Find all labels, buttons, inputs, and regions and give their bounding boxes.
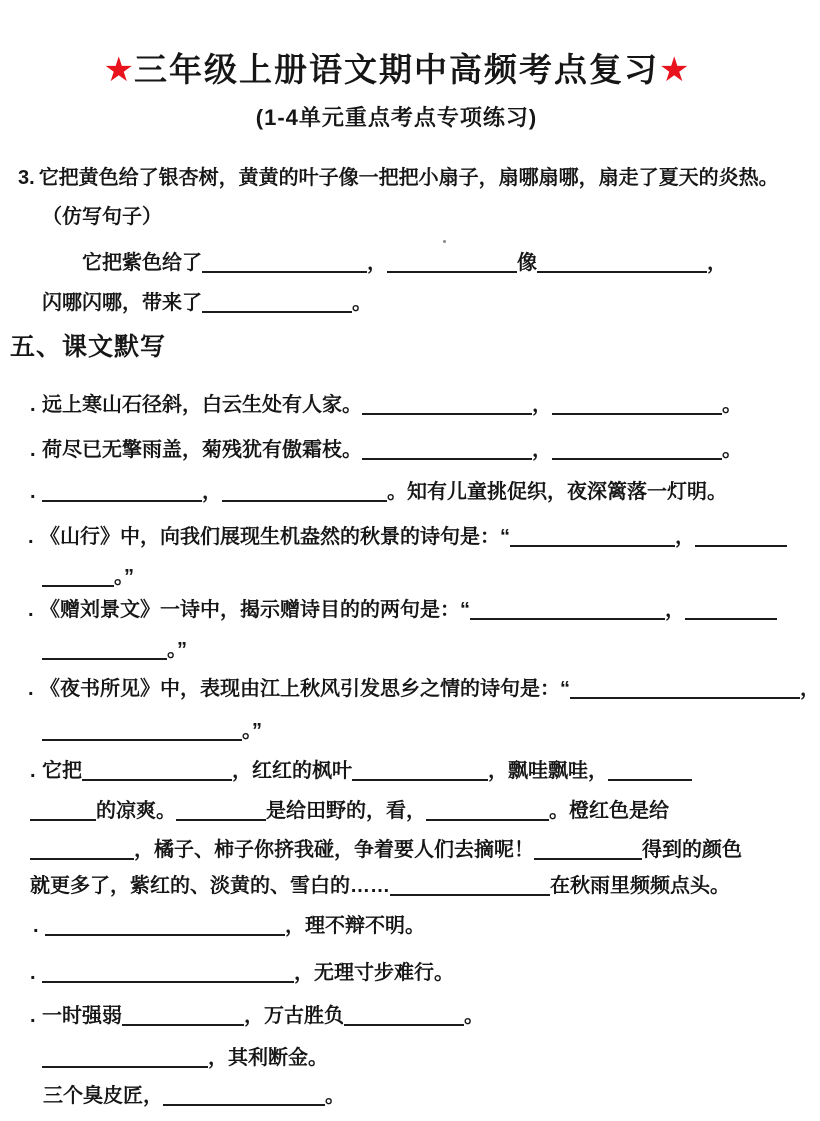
row-text: ，其利断金。	[208, 1047, 328, 1069]
answer-text: 。	[352, 292, 372, 314]
answer-blank	[42, 965, 294, 983]
answer-blank	[45, 918, 285, 936]
row-text: ，	[532, 439, 552, 461]
row-marker: .	[30, 962, 36, 984]
answer-blank	[82, 763, 232, 781]
row-text: 。橙红色是给	[549, 800, 669, 822]
row-text: ，万古胜负	[244, 1005, 344, 1027]
answer-blank	[390, 878, 550, 896]
row-marker: .	[28, 526, 34, 548]
question-3-answer-line-1	[82, 250, 727, 276]
row-marker: .	[30, 760, 36, 782]
row-text: 是给田野的，看，	[266, 800, 426, 822]
row-text: 荷尽已无擎雨盖，菊残犹有傲霜枝。	[42, 439, 362, 461]
answer-blank	[537, 255, 707, 273]
answer-blank	[534, 842, 642, 860]
row-text: 。	[325, 1085, 345, 1107]
dictation-row	[28, 597, 777, 623]
row-text: 就更多了，紫红的、淡黄的、雪白的……	[30, 875, 390, 897]
row-text: 在秋雨里频频点头。	[550, 875, 730, 897]
answer-text: 闪哪闪哪，带来了	[42, 292, 202, 314]
row-text: 《赠刘景文》一诗中，揭示赠诗目的的两句是：“	[40, 599, 470, 621]
answer-blank	[122, 1008, 244, 1026]
answer-blank	[344, 1008, 464, 1026]
page-subtitle: (1-4单元重点考点专项练习)	[255, 105, 538, 130]
row-text: ，飘哇飘哇，	[488, 760, 608, 782]
row-text: 一时强弱	[42, 1005, 122, 1027]
star-icon: ★	[659, 51, 690, 89]
row-text: ，红红的枫叶	[232, 760, 352, 782]
answer-blank	[202, 255, 367, 273]
dictation-row	[42, 1045, 328, 1071]
answer-blank	[426, 803, 549, 821]
answer-blank	[30, 803, 96, 821]
row-marker: .	[28, 599, 34, 621]
answer-blank	[552, 397, 722, 415]
row-text: ，理不辩不明。	[285, 915, 425, 937]
answer-text: ，	[707, 252, 727, 274]
star-icon: ★	[103, 51, 134, 89]
answer-blank	[176, 803, 266, 821]
answer-blank	[608, 763, 692, 781]
row-text: ，无理寸步难行。	[294, 962, 454, 984]
answer-blank	[552, 442, 722, 460]
row-text: ，	[665, 599, 685, 621]
dictation-row	[30, 1003, 484, 1029]
page-title	[0, 44, 793, 91]
answer-blank	[387, 255, 517, 273]
dictation-row	[30, 758, 692, 784]
row-text: 。”	[114, 566, 134, 588]
row-text: ，	[675, 526, 695, 548]
answer-blank	[30, 842, 134, 860]
dictation-row	[43, 1083, 345, 1109]
dictation-row-wrap	[42, 564, 134, 590]
answer-text: ，	[367, 252, 387, 274]
row-marker: .	[30, 439, 36, 461]
row-text: 的凉爽。	[96, 800, 176, 822]
dictation-row-wrap	[30, 837, 742, 863]
question-3-number: 3.	[18, 167, 35, 189]
row-marker: .	[30, 394, 36, 416]
row-text: 。”	[167, 639, 187, 661]
dictation-row	[30, 392, 742, 418]
answer-text: 它把紫色给了	[82, 252, 202, 274]
scan-artifact-dot	[443, 240, 446, 243]
row-text: 它把	[42, 760, 82, 782]
row-text: ，橘子、柿子你挤我碰，争着要人们去摘呢！	[134, 839, 534, 861]
row-text: 。	[722, 439, 742, 461]
dictation-row-wrap	[42, 718, 262, 744]
row-text: ，	[532, 394, 552, 416]
answer-blank	[685, 602, 777, 620]
question-3-stem-text: 它把黄色给了银杏树，黄黄的叶子像一把把小扇子，扇哪扇哪，扇走了夏天的炎热。	[38, 167, 779, 189]
answer-blank	[362, 442, 532, 460]
question-3-hint: （仿写句子）	[42, 206, 162, 228]
dictation-row	[30, 960, 454, 986]
row-text: 。”	[242, 720, 262, 742]
row-marker: .	[30, 481, 36, 503]
answer-blank	[163, 1088, 325, 1106]
dictation-row	[28, 676, 820, 702]
row-text: 远上寒山石径斜，白云生处有人家。	[42, 394, 362, 416]
row-text: ，	[202, 481, 222, 503]
question-3-stem-line	[18, 165, 779, 191]
row-text: 《夜书所见》中，表现由江上秋风引发思乡之情的诗句是：“	[40, 678, 570, 700]
question-3-answer-line-2	[42, 290, 372, 316]
answer-blank	[222, 484, 387, 502]
dictation-row	[33, 913, 425, 939]
answer-blank	[362, 397, 532, 415]
dictation-row-wrap	[42, 637, 187, 663]
answer-blank	[42, 484, 202, 502]
answer-blank	[202, 295, 352, 313]
answer-blank	[470, 602, 665, 620]
dictation-row	[30, 479, 727, 505]
answer-blank	[570, 681, 800, 699]
answer-blank	[42, 723, 242, 741]
row-text: ，	[800, 678, 820, 700]
row-text: 《山行》中，向我们展现生机盎然的秋景的诗句是：“	[40, 526, 510, 548]
row-marker: .	[30, 1005, 36, 1027]
row-text: 。知有儿童挑促织，夜深篱落一灯明。	[387, 481, 727, 503]
dictation-row	[30, 437, 742, 463]
answer-blank	[42, 642, 167, 660]
section-5-heading: 五、课文默写	[10, 333, 167, 361]
answer-blank	[42, 569, 114, 587]
row-text: 。	[464, 1005, 484, 1027]
row-marker: .	[28, 678, 34, 700]
row-text: 得到的颜色	[642, 839, 742, 861]
answer-blank	[695, 529, 787, 547]
dictation-row-wrap	[30, 873, 730, 899]
answer-text: 像	[517, 252, 537, 274]
row-marker: .	[33, 915, 39, 937]
row-text: 三个臭皮匠，	[43, 1085, 163, 1107]
answer-blank	[42, 1050, 208, 1068]
row-text: 。	[722, 394, 742, 416]
dictation-row	[28, 524, 787, 550]
answer-blank	[510, 529, 675, 547]
dictation-row-wrap	[30, 798, 669, 824]
page-title-text: 三年级上册语文期中高频考点复习	[134, 51, 659, 88]
answer-blank	[352, 763, 488, 781]
